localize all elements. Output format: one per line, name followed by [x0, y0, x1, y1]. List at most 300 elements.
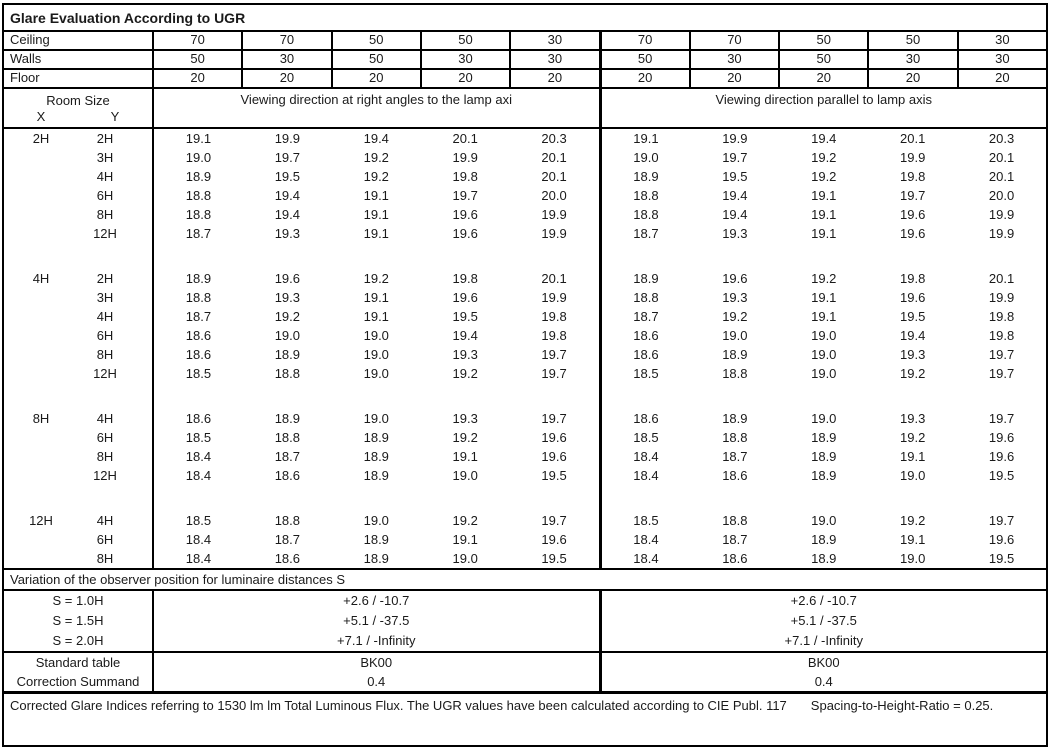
ugr-values-left — [152, 447, 599, 466]
ugr-y-cell: 6H — [96, 532, 114, 547]
ugr-value-cell: 19.8 — [452, 169, 478, 184]
ugr-value-cell: 18.7 — [274, 532, 301, 547]
surface-value-cell: 50 — [778, 32, 867, 49]
ugr-values-right — [599, 530, 1047, 549]
ugr-value-cell: 19.9 — [452, 150, 478, 165]
ugr-value-cell: 18.9 — [811, 468, 837, 483]
room-size-label: Room Size — [46, 93, 110, 108]
ugr-y-cell: 4H — [96, 309, 114, 324]
ugr-value-cell: 19.7 — [541, 411, 567, 426]
ugr-value-cell: 19.5 — [274, 169, 301, 184]
ugr-value-cell: 19.2 — [811, 150, 837, 165]
ugr-x-cell — [4, 447, 78, 466]
ugr-value-cell: 19.0 — [363, 411, 389, 426]
ugr-value-cell: 18.9 — [274, 347, 301, 362]
ugr-values-right — [599, 428, 1047, 447]
surface-value-cell: 30 — [509, 32, 598, 49]
ugr-value-cell: 20.0 — [988, 188, 1015, 203]
s-value-left: +7.1 / -Infinity — [152, 631, 599, 651]
standard-label: Correction Summand — [16, 674, 140, 689]
surface-row — [4, 70, 1046, 89]
ugr-value-cell: 19.9 — [274, 131, 301, 146]
ugr-value-cell: 20.1 — [988, 150, 1015, 165]
ugr-value-cell: 18.6 — [633, 347, 659, 362]
ugr-x-cell — [4, 345, 78, 364]
standard-row — [4, 672, 1046, 691]
ugr-x-cell — [4, 364, 78, 383]
surface-values-left — [152, 70, 599, 87]
ugr-value-cell: 18.9 — [633, 271, 659, 286]
ugr-values-left — [152, 186, 599, 205]
surface-value-cell: 50 — [778, 51, 867, 68]
ugr-y-cell: 12H — [93, 366, 117, 381]
ugr-x-cell — [4, 466, 78, 485]
s-value-right: +5.1 / -37.5 — [599, 611, 1047, 631]
ugr-values-left — [152, 530, 599, 549]
ugr-value-cell: 18.5 — [633, 430, 659, 445]
ugr-value-cell: 19.0 — [452, 551, 478, 566]
ugr-x-cell — [4, 224, 78, 243]
ugr-value-cell: 18.7 — [274, 449, 301, 464]
ugr-value-cell: 18.7 — [633, 309, 659, 324]
ugr-values-left — [152, 511, 599, 530]
ugr-y-cell: 4H — [96, 411, 114, 426]
surface-value-cell: 50 — [331, 51, 420, 68]
ugr-values-section — [4, 129, 1046, 568]
surface-values-left — [152, 51, 599, 68]
ugr-value-cell: 19.0 — [811, 411, 837, 426]
ugr-x-cell — [4, 148, 78, 167]
ugr-values-left — [152, 409, 599, 428]
ugr-value-cell: 19.6 — [452, 207, 478, 222]
surface-value-cell: 70 — [190, 32, 205, 47]
ugr-value-cell: 19.0 — [633, 150, 659, 165]
ugr-value-cell: 18.8 — [185, 290, 212, 305]
ugr-value-cell: 18.6 — [722, 551, 748, 566]
ugr-y-cell: 2H — [96, 131, 114, 146]
s-row — [4, 631, 1046, 651]
ugr-y-cell: 6H — [96, 430, 114, 445]
surface-value-cell: 20 — [190, 70, 205, 85]
ugr-value-cell: 18.7 — [722, 532, 748, 547]
ugr-value-cell: 19.0 — [363, 366, 389, 381]
ugr-value-cell: 19.6 — [541, 532, 567, 547]
ugr-row — [4, 326, 1046, 345]
s-value-right: +2.6 / -10.7 — [599, 591, 1047, 611]
spacer-x — [4, 383, 78, 409]
ugr-values-right — [599, 167, 1047, 186]
ugr-value-cell: 19.4 — [900, 328, 926, 343]
ugr-y-cell: 3H — [96, 290, 114, 305]
surface-value-cell: 50 — [331, 32, 420, 49]
ugr-value-cell: 18.8 — [633, 207, 659, 222]
ugr-value-cell: 20.1 — [988, 271, 1015, 286]
ugr-value-cell: 18.8 — [185, 207, 212, 222]
ugr-values-left — [152, 205, 599, 224]
ugr-value-cell: 20.1 — [988, 169, 1015, 184]
ugr-value-cell: 19.2 — [452, 366, 478, 381]
ugr-value-cell: 19.0 — [363, 347, 389, 362]
ugr-value-cell: 19.1 — [185, 131, 212, 146]
ugr-values-right — [599, 148, 1047, 167]
ugr-value-cell: 19.1 — [633, 131, 659, 146]
ugr-values-right — [599, 205, 1047, 224]
surface-value-cell: 30 — [957, 51, 1046, 68]
ugr-x-cell — [4, 186, 78, 205]
spacer-x — [4, 485, 78, 511]
standard-table-section — [4, 651, 1046, 691]
ugr-y-cell: 12H — [93, 468, 117, 483]
ugr-value-cell: 18.6 — [633, 411, 659, 426]
ugr-value-cell: 18.9 — [811, 532, 837, 547]
ugr-value-cell: 19.6 — [452, 226, 478, 241]
x-column-header: X — [36, 109, 46, 124]
ugr-value-cell: 18.6 — [633, 328, 659, 343]
ugr-value-cell: 19.6 — [722, 271, 748, 286]
spacer-row — [4, 243, 1046, 269]
ugr-value-cell: 19.1 — [363, 226, 389, 241]
surface-label: Ceiling — [10, 32, 50, 47]
ugr-values-left — [152, 364, 599, 383]
ugr-value-cell: 18.9 — [722, 347, 748, 362]
ugr-row — [4, 129, 1046, 148]
spacer-x — [4, 243, 78, 269]
ugr-value-cell: 19.6 — [900, 290, 926, 305]
ugr-value-cell: 19.3 — [900, 411, 926, 426]
viewing-direction-right-angles-header: Viewing direction at right angles to the lamp axi — [152, 89, 599, 127]
ugr-value-cell: 18.9 — [185, 169, 212, 184]
ugr-value-cell: 18.6 — [185, 347, 212, 362]
ugr-values-left — [152, 549, 599, 568]
ugr-values-left — [152, 307, 599, 326]
ugr-value-cell: 19.0 — [811, 328, 837, 343]
ugr-value-cell: 19.9 — [988, 226, 1015, 241]
ugr-value-cell: 18.8 — [722, 513, 748, 528]
ugr-row — [4, 205, 1046, 224]
ugr-y-cell: 4H — [96, 513, 114, 528]
ugr-value-cell: 19.0 — [811, 347, 837, 362]
ugr-value-cell: 18.4 — [185, 468, 212, 483]
ugr-value-cell: 19.9 — [541, 226, 567, 241]
ugr-value-cell: 18.8 — [722, 366, 748, 381]
ugr-row — [4, 269, 1046, 288]
ugr-value-cell: 19.4 — [722, 207, 748, 222]
ugr-value-cell: 19.7 — [541, 347, 567, 362]
spacer-right — [599, 243, 1047, 269]
ugr-value-cell: 18.7 — [722, 449, 748, 464]
ugr-values-left — [152, 288, 599, 307]
ugr-value-cell: 18.4 — [185, 532, 212, 547]
spacer-y — [78, 243, 152, 269]
s-distance-label: S = 2.0H — [52, 633, 104, 648]
ugr-value-cell: 19.6 — [274, 271, 301, 286]
ugr-values-left — [152, 148, 599, 167]
surface-value-cell: 30 — [867, 51, 956, 68]
ugr-row — [4, 307, 1046, 326]
ugr-y-cell: 4H — [96, 169, 114, 184]
ugr-value-cell: 19.0 — [452, 468, 478, 483]
ugr-value-cell: 19.6 — [988, 449, 1015, 464]
ugr-value-cell: 19.9 — [541, 207, 567, 222]
ugr-value-cell: 18.9 — [363, 532, 389, 547]
spacer-row — [4, 383, 1046, 409]
ugr-value-cell: 19.7 — [541, 513, 567, 528]
ugr-x-cell — [4, 549, 78, 568]
spacer-row — [4, 485, 1046, 511]
ugr-row — [4, 409, 1046, 428]
room-size-header — [4, 89, 152, 127]
spacer-left — [152, 243, 599, 269]
ugr-value-cell: 18.9 — [811, 449, 837, 464]
surface-value-cell: 30 — [689, 51, 778, 68]
surface-value-cell: 30 — [957, 32, 1046, 49]
ugr-value-cell: 20.3 — [541, 131, 567, 146]
ugr-row — [4, 186, 1046, 205]
ugr-values-left — [152, 167, 599, 186]
ugr-value-cell: 19.2 — [452, 513, 478, 528]
ugr-value-cell: 19.2 — [363, 169, 389, 184]
ugr-row — [4, 224, 1046, 243]
ugr-value-cell: 19.8 — [452, 271, 478, 286]
ugr-value-cell: 19.0 — [363, 328, 389, 343]
ugr-value-cell: 19.0 — [185, 150, 212, 165]
surface-value-cell: 50 — [190, 51, 205, 66]
ugr-value-cell: 19.3 — [722, 226, 748, 241]
surface-value-cell: 50 — [867, 32, 956, 49]
ugr-value-cell: 18.9 — [363, 468, 389, 483]
ugr-row — [4, 466, 1046, 485]
footer-text: Corrected Glare Indices referring to 1530 lm lm Total Luminous Flux. The UGR values have been calculated according to CIE Publ. 117 — [10, 698, 787, 713]
surface-value-cell: 50 — [420, 32, 509, 49]
surface-values-right — [599, 51, 1047, 68]
ugr-values-left — [152, 326, 599, 345]
standard-value-right: BK00 — [599, 653, 1047, 672]
ugr-value-cell: 20.1 — [541, 150, 567, 165]
ugr-values-right — [599, 307, 1047, 326]
ugr-values-left — [152, 269, 599, 288]
ugr-value-cell: 18.6 — [722, 468, 748, 483]
ugr-values-right — [599, 447, 1047, 466]
ugr-value-cell: 19.1 — [811, 207, 837, 222]
surface-row — [4, 51, 1046, 70]
surface-values-right — [599, 32, 1047, 49]
ugr-value-cell: 19.0 — [900, 468, 926, 483]
standard-label: Standard table — [35, 655, 121, 670]
ugr-values-left — [152, 428, 599, 447]
ugr-value-cell: 19.0 — [900, 551, 926, 566]
ugr-value-cell: 19.6 — [541, 449, 567, 464]
ugr-value-cell: 18.7 — [633, 226, 659, 241]
ugr-value-cell: 19.6 — [988, 532, 1015, 547]
ugr-value-cell: 18.9 — [811, 551, 837, 566]
viewing-direction-parallel-header: Viewing direction parallel to lamp axis — [599, 89, 1047, 127]
ugr-value-cell: 19.7 — [541, 366, 567, 381]
s-distance-label: S = 1.0H — [52, 593, 104, 608]
ugr-value-cell: 19.3 — [452, 411, 478, 426]
ugr-x-cell — [4, 167, 78, 186]
ugr-value-cell: 19.2 — [452, 430, 478, 445]
ugr-value-cell: 19.7 — [988, 513, 1015, 528]
ugr-value-cell: 19.7 — [274, 150, 301, 165]
ugr-value-cell: 19.2 — [363, 271, 389, 286]
surface-value-cell: 30 — [509, 51, 598, 68]
ugr-value-cell: 19.4 — [274, 188, 301, 203]
ugr-value-cell: 19.1 — [811, 226, 837, 241]
ugr-row — [4, 447, 1046, 466]
ugr-value-cell: 19.8 — [900, 271, 926, 286]
ugr-value-cell: 19.2 — [811, 169, 837, 184]
ugr-value-cell: 19.6 — [900, 207, 926, 222]
surface-value-cell: 50 — [637, 51, 653, 66]
ugr-value-cell: 19.1 — [900, 532, 926, 547]
ugr-values-right — [599, 549, 1047, 568]
ugr-row — [4, 288, 1046, 307]
ugr-value-cell: 18.9 — [274, 411, 301, 426]
ugr-values-right — [599, 288, 1047, 307]
standard-value-right: 0.4 — [599, 672, 1047, 691]
ugr-value-cell: 19.1 — [811, 188, 837, 203]
ugr-value-cell: 19.7 — [988, 347, 1015, 362]
ugr-value-cell: 18.8 — [274, 513, 301, 528]
ugr-value-cell: 19.4 — [452, 328, 478, 343]
ugr-x-cell — [4, 326, 78, 345]
ugr-value-cell: 19.0 — [811, 513, 837, 528]
ugr-value-cell: 18.9 — [363, 430, 389, 445]
ugr-row — [4, 148, 1046, 167]
ugr-value-cell: 19.6 — [900, 226, 926, 241]
ugr-value-cell: 19.8 — [541, 309, 567, 324]
ugr-y-cell: 8H — [96, 551, 114, 566]
y-column-header: Y — [110, 109, 120, 124]
ugr-value-cell: 18.4 — [633, 551, 659, 566]
ugr-value-cell: 19.2 — [274, 309, 301, 324]
surface-value-cell: 30 — [420, 51, 509, 68]
ugr-value-cell: 18.8 — [633, 290, 659, 305]
ugr-value-cell: 19.2 — [811, 271, 837, 286]
standard-row — [4, 653, 1046, 672]
ugr-value-cell: 18.4 — [633, 449, 659, 464]
ugr-y-cell: 12H — [93, 226, 117, 241]
ugr-x-cell: 8H — [32, 411, 50, 426]
ugr-value-cell: 19.5 — [988, 468, 1015, 483]
surface-value-cell: 20 — [637, 70, 653, 85]
ugr-value-cell: 19.7 — [452, 188, 478, 203]
ugr-values-right — [599, 466, 1047, 485]
surface-row — [4, 32, 1046, 51]
surface-reflectance-section — [4, 32, 1046, 89]
ugr-row — [4, 428, 1046, 447]
s-value-right: +7.1 / -Infinity — [599, 631, 1047, 651]
ugr-values-right — [599, 345, 1047, 364]
ugr-value-cell: 19.5 — [541, 551, 567, 566]
ugr-y-cell: 2H — [96, 271, 114, 286]
ugr-value-cell: 19.9 — [541, 290, 567, 305]
ugr-value-cell: 18.6 — [185, 411, 212, 426]
spacer-y — [78, 485, 152, 511]
ugr-value-cell: 19.1 — [811, 290, 837, 305]
surface-value-cell: 20 — [509, 70, 598, 87]
ugr-values-right — [599, 364, 1047, 383]
surface-value-cell: 20 — [331, 70, 420, 87]
ugr-value-cell: 19.1 — [452, 532, 478, 547]
ugr-value-cell: 19.1 — [363, 188, 389, 203]
ugr-value-cell: 19.7 — [988, 411, 1015, 426]
ugr-value-cell: 18.7 — [185, 226, 212, 241]
ugr-values-left — [152, 129, 599, 148]
ugr-value-cell: 18.9 — [811, 430, 837, 445]
surface-value-cell: 20 — [241, 70, 330, 87]
ugr-value-cell: 18.4 — [633, 468, 659, 483]
ugr-values-right — [599, 129, 1047, 148]
header-row — [4, 89, 1046, 129]
ugr-value-cell: 19.5 — [722, 169, 748, 184]
ugr-y-cell: 8H — [96, 347, 114, 362]
spacer-right — [599, 383, 1047, 409]
ugr-x-cell — [4, 205, 78, 224]
ugr-value-cell: 18.5 — [185, 366, 212, 381]
spacer-right — [599, 485, 1047, 511]
surface-label: Floor — [10, 70, 40, 85]
ugr-values-left — [152, 466, 599, 485]
ugr-value-cell: 19.9 — [988, 207, 1015, 222]
ugr-y-cell: 8H — [96, 207, 114, 222]
ugr-x-cell: 2H — [32, 131, 50, 146]
ugr-value-cell: 19.2 — [722, 309, 748, 324]
ugr-row — [4, 345, 1046, 364]
ugr-value-cell: 19.5 — [900, 309, 926, 324]
ugr-value-cell: 20.0 — [541, 188, 567, 203]
ugr-x-cell — [4, 428, 78, 447]
surface-value-cell: 70 — [637, 32, 653, 47]
observer-variation-section — [4, 589, 1046, 651]
ugr-value-cell: 19.2 — [363, 150, 389, 165]
standard-value-left: 0.4 — [152, 672, 599, 691]
ugr-value-cell: 19.3 — [722, 290, 748, 305]
ugr-value-cell: 19.6 — [541, 430, 567, 445]
ugr-values-left — [152, 345, 599, 364]
ugr-row — [4, 549, 1046, 568]
footer-note — [4, 691, 1046, 745]
ugr-x-cell: 4H — [32, 271, 50, 286]
ugr-value-cell: 19.2 — [900, 430, 926, 445]
spacer-left — [152, 383, 599, 409]
ugr-value-cell: 18.6 — [185, 328, 212, 343]
s-distance-label: S = 1.5H — [52, 613, 104, 628]
ugr-value-cell: 19.0 — [811, 366, 837, 381]
ugr-value-cell: 20.3 — [988, 131, 1015, 146]
ugr-table — [2, 3, 1048, 747]
ugr-value-cell: 18.6 — [274, 468, 301, 483]
ugr-value-cell: 20.1 — [541, 271, 567, 286]
ugr-x-cell — [4, 288, 78, 307]
ugr-value-cell: 18.9 — [363, 551, 389, 566]
ugr-value-cell: 18.4 — [185, 551, 212, 566]
s-value-left: +2.6 / -10.7 — [152, 591, 599, 611]
ugr-value-cell: 19.0 — [722, 328, 748, 343]
ugr-y-cell: 8H — [96, 449, 114, 464]
surface-value-cell: 20 — [420, 70, 509, 87]
ugr-values-right — [599, 224, 1047, 243]
ugr-values-right — [599, 186, 1047, 205]
ugr-value-cell: 18.5 — [185, 513, 212, 528]
ugr-value-cell: 19.6 — [452, 290, 478, 305]
ugr-row — [4, 364, 1046, 383]
ugr-value-cell: 19.8 — [988, 309, 1015, 324]
surface-values-right — [599, 70, 1047, 87]
surface-values-left — [152, 32, 599, 49]
ugr-value-cell: 19.1 — [363, 309, 389, 324]
ugr-value-cell: 19.0 — [363, 513, 389, 528]
